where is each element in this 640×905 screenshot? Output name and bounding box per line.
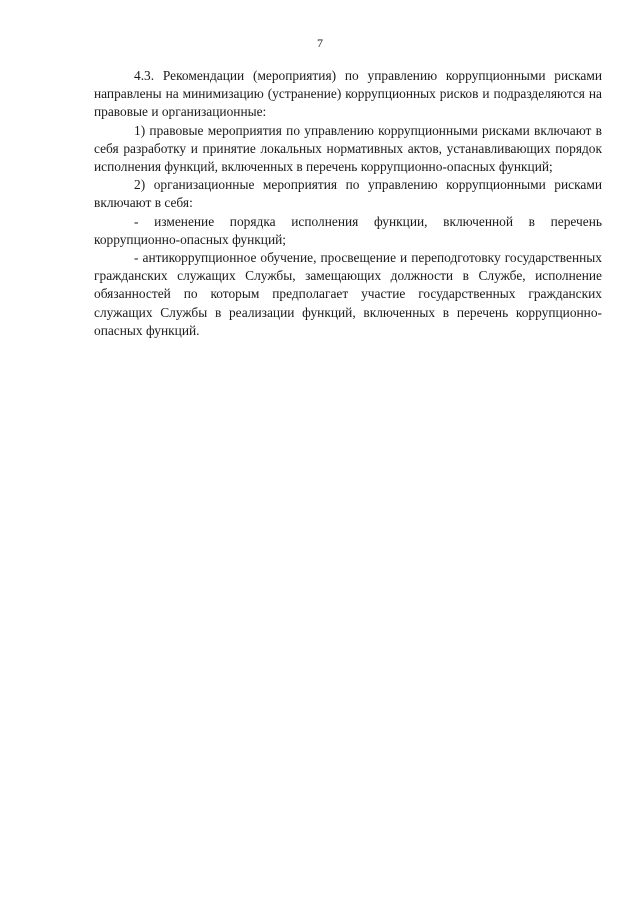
paragraph-organizational-measures: 2) организационные мероприятия по управлению коррупционными рисками включают в себя: [94, 177, 602, 211]
list-item-anticorruption-training: - антикоррупционное обучение, просвещение и переподготовку государственных гражданских служащих Службы, замещающих должности в Службе, исполнение обязанностей по которым предполагает участие государственных гражданских служащих Службы в реализации функций, включенных в перечень коррупционно-опасных функций. [94, 250, 602, 338]
list-item-procedure-change: - изменение порядка исполнения функции, включенной в перечень коррупционно-опасных функций; [94, 213, 602, 247]
document-body [94, 67, 602, 340]
paragraph-4-3-intro: 4.3. Рекомендации (мероприятия) по управлению коррупционными рисками направлены на минимизацию (устранение) коррупционных рисков и подразделяются на правовые и организационные: [94, 68, 602, 120]
paragraph-legal-measures: 1) правовые мероприятия по управлению коррупционными рисками включают в себя разработку и принятие локальных нормативных актов, устанавливающих порядок исполнения функций, включенных в перечень коррупционно-опасных функций; [94, 122, 602, 175]
page-number: 7 [317, 36, 323, 50]
